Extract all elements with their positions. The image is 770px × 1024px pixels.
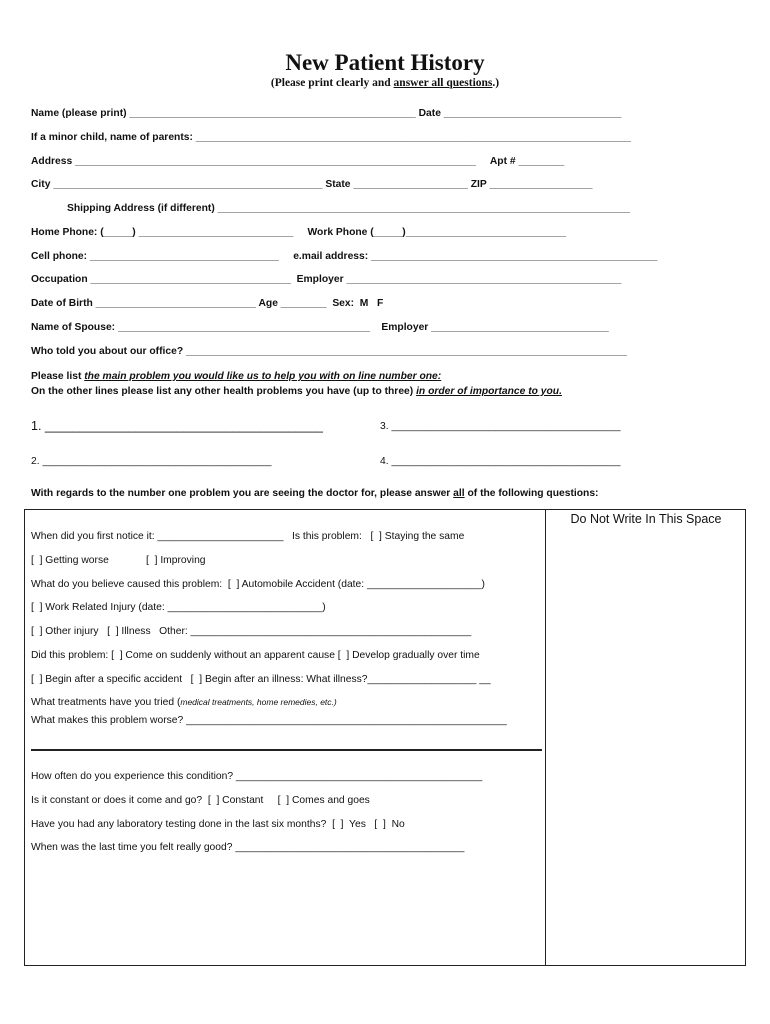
city-state-zip-field[interactable]: City _______________________________________________ State ____________________ ZIP __________________ bbox=[31, 179, 593, 190]
spouse-employer-fields[interactable]: Name of Spouse: ____________________________________________ Employer _______________________________ bbox=[31, 322, 609, 333]
progression-options[interactable]: [ ] Getting worse [ ] Improving bbox=[31, 555, 206, 566]
treatments-text: What treatments have you tried ( bbox=[31, 697, 181, 708]
lab-testing-question[interactable]: Have you had any laboratory testing done in the last six months? [ ] Yes [ ] No bbox=[31, 819, 405, 830]
problem-line-1[interactable]: 1. ________________________________________ bbox=[31, 419, 323, 433]
problem-line-2[interactable]: 2. ________________________________________ bbox=[31, 456, 272, 467]
frequency-question[interactable]: How often do you experience this condition? ___________________________________________ bbox=[31, 771, 483, 782]
first-notice-question[interactable]: When did you first notice it: ______________________ Is this problem: [ ] Staying the same bbox=[31, 531, 465, 542]
page-title: New Patient History bbox=[285, 50, 485, 75]
address-field[interactable]: Address ______________________________________________________________________ Apt # ________ bbox=[31, 156, 565, 167]
problem-instructions bbox=[31, 371, 441, 382]
questionnaire-box bbox=[24, 509, 746, 966]
cell-email-fields[interactable]: Cell phone: _________________________________ e.mail address: __________________________________________________ bbox=[31, 251, 658, 262]
problem-line-4[interactable]: 4. ________________________________________ bbox=[380, 456, 621, 467]
onset-question[interactable]: Did this problem: [ ] Come on suddenly without an apparent cause [ ] Develop gradually over time bbox=[31, 650, 480, 661]
other-instructions-emphasis: in order of importance to you. bbox=[416, 386, 562, 397]
cause-question[interactable]: What do you believe caused this problem: [ ] Automobile Accident (date: ____________________) bbox=[31, 579, 485, 590]
other-injury-option[interactable]: [ ] Other injury [ ] Illness Other: _________________________________________________ bbox=[31, 626, 472, 637]
onset-options[interactable]: [ ] Begin after a specific accident [ ] Begin after an illness: What illness?___________________ __ bbox=[31, 674, 491, 685]
regards-text: With regards to the number one problem you are seeing the doctor for, please answer bbox=[31, 488, 454, 499]
other-problems-instructions bbox=[31, 386, 562, 397]
name-field[interactable]: Name (please print) __________________________________________________ Date _______________________________ bbox=[31, 108, 622, 119]
problem-line-3[interactable]: 3. ________________________________________ bbox=[380, 421, 621, 432]
regards-end: of the following questions: bbox=[464, 488, 599, 499]
dob-age-sex-fields[interactable]: Date of Birth ____________________________ Age ________ Sex: M F bbox=[31, 298, 384, 309]
regards-underlined: all bbox=[453, 488, 465, 499]
parents-field[interactable]: If a minor child, name of parents: ____________________________________________________________________________ bbox=[31, 132, 631, 143]
felt-good-question[interactable]: When was the last time you felt really good? ________________________________________ bbox=[31, 842, 465, 853]
subtitle-underlined: answer all questions bbox=[393, 77, 493, 89]
shipping-address-field[interactable]: Shipping Address (if different) ________________________________________________________________________ bbox=[67, 203, 630, 214]
column-divider bbox=[545, 509, 546, 966]
work-injury-option[interactable]: [ ] Work Related Injury (date: ___________________________) bbox=[31, 602, 326, 613]
worse-question[interactable]: What makes this problem worse? ________________________________________________________ bbox=[31, 715, 507, 726]
subtitle-text: (Please print clearly and bbox=[270, 77, 394, 89]
referral-field[interactable]: Who told you about our office? _____________________________________________________________________________ bbox=[31, 346, 627, 357]
number-one-problem-instructions bbox=[31, 488, 598, 499]
occupation-employer-fields[interactable]: Occupation ___________________________________ Employer ________________________________________________ bbox=[31, 274, 622, 285]
instructions-text: Please list bbox=[31, 371, 85, 382]
treatments-examples: medical treatments, home remedies, etc.) bbox=[180, 697, 337, 707]
treatments-question[interactable] bbox=[31, 697, 337, 708]
section-divider bbox=[31, 749, 542, 751]
subtitle-end: .) bbox=[492, 77, 500, 89]
constant-question[interactable]: Is it constant or does it come and go? [ ] Constant [ ] Comes and goes bbox=[31, 795, 370, 806]
phone-fields[interactable]: Home Phone: (_____) ___________________________ Work Phone (_____)____________________________ bbox=[31, 227, 567, 238]
office-use-label: Do Not Write In This Space bbox=[570, 512, 722, 526]
other-instructions-text: On the other lines please list any other health problems you have (up to three) bbox=[31, 386, 417, 397]
page-subtitle bbox=[0, 77, 770, 89]
instructions-emphasis: the main problem you would like us to help you with on line number one: bbox=[84, 371, 442, 382]
